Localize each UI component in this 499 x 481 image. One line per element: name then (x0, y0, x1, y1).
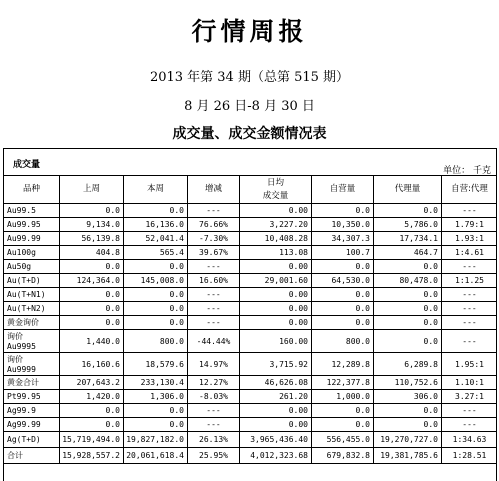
table-row (4, 204, 498, 218)
row-label: 询价 Au9995 (4, 330, 60, 353)
table-cell: 25.95% (188, 448, 240, 464)
table-cell: 10,350.0 (312, 218, 374, 232)
table-cell: 56,139.8 (60, 232, 124, 246)
volume-table-box (3, 148, 497, 481)
table-cell: 261.20 (240, 390, 312, 404)
table-cell: 0.00 (240, 260, 312, 274)
table-cell: 16,160.6 (60, 353, 124, 376)
table-cell: 0.0 (124, 418, 188, 432)
table-cell: --- (442, 418, 498, 432)
table-cell: 113.08 (240, 246, 312, 260)
table-cell: 5,786.0 (374, 218, 442, 232)
table-cell: 122,377.8 (312, 376, 374, 390)
column-header: 自营量 (312, 176, 374, 204)
column-header: 上周 (60, 176, 124, 204)
table-cell: 3,715.92 (240, 353, 312, 376)
table-cell: --- (188, 204, 240, 218)
table-row (4, 302, 498, 316)
table-cell: 1:34.63 (442, 432, 498, 448)
row-label: Au(T+N2) (4, 302, 60, 316)
table-cell: 3,227.20 (240, 218, 312, 232)
table-cell: 15,928,557.2 (60, 448, 124, 464)
table-cell: 0.0 (374, 418, 442, 432)
table-cell: 0.0 (60, 404, 124, 418)
table-cell: 76.66% (188, 218, 240, 232)
table-cell: --- (188, 316, 240, 330)
row-label: Au99.5 (4, 204, 60, 218)
table-cell: 1:4.61 (442, 246, 498, 260)
table-cell: 145,008.0 (124, 274, 188, 288)
table-cell: 1.95:1 (442, 353, 498, 376)
table-cell: --- (188, 260, 240, 274)
table-cell: 1,000.0 (312, 390, 374, 404)
table-cell: 100.7 (312, 246, 374, 260)
table-cell: 19,381,785.6 (374, 448, 442, 464)
table-cell: 800.0 (312, 330, 374, 353)
table-cell: 16.60% (188, 274, 240, 288)
table-cell: 26.13% (188, 432, 240, 448)
table-cell: 15,719,494.0 (60, 432, 124, 448)
table-cell: 0.0 (374, 404, 442, 418)
table-cell: 0.0 (60, 260, 124, 274)
row-label: 合计 (4, 448, 60, 464)
table-cell: 12.27% (188, 376, 240, 390)
row-label: Au100g (4, 246, 60, 260)
table-cell: 18,579.6 (124, 353, 188, 376)
table-cell: --- (442, 302, 498, 316)
unit-label: 单位： 千克 (443, 166, 491, 176)
table-cell: 556,455.0 (312, 432, 374, 448)
table-row (4, 316, 498, 330)
table-cell: 0.0 (124, 302, 188, 316)
table-cell: 19,827,182.0 (124, 432, 188, 448)
table-cell: 0.0 (312, 302, 374, 316)
table-cell: -7.30% (188, 232, 240, 246)
table-cell: 1:28.51 (442, 448, 498, 464)
table-cell: 52,041.4 (124, 232, 188, 246)
table-cell: 64,530.0 (312, 274, 374, 288)
date-range: 8 月 26 日-8 月 30 日 (184, 99, 315, 114)
table-cell: 0.00 (240, 418, 312, 432)
table-cell: --- (442, 316, 498, 330)
table-cell: 0.0 (312, 260, 374, 274)
table-cell: 0.0 (124, 288, 188, 302)
table-cell: --- (188, 288, 240, 302)
report-title: 行情周报 (191, 17, 308, 46)
table-cell: 565.4 (124, 246, 188, 260)
table-row (4, 432, 498, 448)
table-cell: 0.0 (124, 404, 188, 418)
column-header: 增减 (188, 176, 240, 204)
table-row (4, 376, 498, 390)
table-cell: 306.0 (374, 390, 442, 404)
table-row (4, 232, 498, 246)
table-cell: 0.0 (374, 204, 442, 218)
table-cell: 46,626.08 (240, 376, 312, 390)
table-cell: 800.0 (124, 330, 188, 353)
table-cell: 0.0 (312, 316, 374, 330)
table-cell: 0.00 (240, 302, 312, 316)
row-label: Au(T+D) (4, 274, 60, 288)
table-cell: 0.0 (60, 204, 124, 218)
table-cell: 1,306.0 (124, 390, 188, 404)
table-cell: --- (442, 404, 498, 418)
table-cell: --- (188, 404, 240, 418)
table-cell: --- (442, 330, 498, 353)
table-cell: 404.8 (60, 246, 124, 260)
row-label: Pt99.95 (4, 390, 60, 404)
row-label: 询价 Au9999 (4, 353, 60, 376)
table-cell: 679,832.8 (312, 448, 374, 464)
table-cell: 1.93:1 (442, 232, 498, 246)
table-cell: 9,134.0 (60, 218, 124, 232)
table-cell: 80,478.0 (374, 274, 442, 288)
table-cell: 14.97% (188, 353, 240, 376)
table-cell: 1:1.25 (442, 274, 498, 288)
table-cell: 0.0 (374, 330, 442, 353)
row-label: 黄金询价 (4, 316, 60, 330)
table-cell: 6,289.8 (374, 353, 442, 376)
table-cell: 20,061,618.4 (124, 448, 188, 464)
table-cell: 34,307.3 (312, 232, 374, 246)
table-row (4, 274, 498, 288)
table-cell: 0.00 (240, 288, 312, 302)
table-row (4, 448, 498, 464)
table-cell: 0.0 (124, 204, 188, 218)
row-label: Ag99.99 (4, 418, 60, 432)
table-cell: 207,643.2 (60, 376, 124, 390)
table-cell: 1,440.0 (60, 330, 124, 353)
table-row (4, 404, 498, 418)
table-row (4, 246, 498, 260)
table-row (4, 330, 498, 353)
table-cell: -8.03% (188, 390, 240, 404)
table-cell: 4,012,323.68 (240, 448, 312, 464)
table-cell: 0.0 (60, 302, 124, 316)
table-cell: 0.00 (240, 316, 312, 330)
row-label: Au99.95 (4, 218, 60, 232)
table-cell: 160.00 (240, 330, 312, 353)
table-cell: 1.10:1 (442, 376, 498, 390)
table-body (4, 204, 498, 464)
row-label: Au50g (4, 260, 60, 274)
table-cell: 124,364.0 (60, 274, 124, 288)
row-label: Ag(T+D) (4, 432, 60, 448)
table-cell: --- (442, 288, 498, 302)
table-cell: 233,130.4 (124, 376, 188, 390)
column-header: 品种 (4, 176, 60, 204)
table-cell: 0.0 (312, 204, 374, 218)
table-cell: 0.0 (124, 260, 188, 274)
table-row (4, 353, 498, 376)
table-header-row (4, 176, 498, 204)
table-row (4, 218, 498, 232)
issue-number: 2013 年第 34 期（总第 515 期） (149, 70, 350, 85)
row-label: Ag99.9 (4, 404, 60, 418)
table-cell: 0.0 (374, 316, 442, 330)
table-cell: 0.0 (60, 418, 124, 432)
table-cell: --- (442, 204, 498, 218)
row-label: Au99.99 (4, 232, 60, 246)
table-cell: 16,136.0 (124, 218, 188, 232)
table-cell: 0.0 (60, 288, 124, 302)
table-cell: --- (188, 418, 240, 432)
table-cell: 3.27:1 (442, 390, 498, 404)
table-cell: 0.0 (124, 316, 188, 330)
table-cell: 0.0 (374, 302, 442, 316)
table-cell: 110,752.6 (374, 376, 442, 390)
table-cell: 17,734.1 (374, 232, 442, 246)
table-cell: 0.0 (312, 288, 374, 302)
row-label: Au(T+N1) (4, 288, 60, 302)
table-cell: 3,965,436.40 (240, 432, 312, 448)
table-cell: 0.0 (312, 404, 374, 418)
table-row (4, 418, 498, 432)
table-cell: 19,270,727.0 (374, 432, 442, 448)
table-cell: 39.67% (188, 246, 240, 260)
table-row (4, 288, 498, 302)
table-row (4, 260, 498, 274)
table-cell: 29,001.60 (240, 274, 312, 288)
table-cell: 0.0 (374, 288, 442, 302)
column-header: 本周 (124, 176, 188, 204)
table-cell: 464.7 (374, 246, 442, 260)
table-cell: 1,420.0 (60, 390, 124, 404)
table-cell: --- (442, 260, 498, 274)
column-header: 自营:代理 (442, 176, 498, 204)
row-label: 黄金合计 (4, 376, 60, 390)
group-label: 成交量 (13, 160, 41, 170)
section-title: 成交量、成交金额情况表 (172, 126, 327, 142)
table-row (4, 390, 498, 404)
table-cell: 0.0 (374, 260, 442, 274)
table-cell: 0.00 (240, 404, 312, 418)
table-cell: 10,408.28 (240, 232, 312, 246)
column-header: 日均 成交量 (240, 176, 312, 204)
column-header: 代理量 (374, 176, 442, 204)
table-cell: 0.00 (240, 204, 312, 218)
table-cell: 0.0 (312, 418, 374, 432)
volume-table (3, 175, 497, 464)
table-cell: 1.79:1 (442, 218, 498, 232)
table-cell: 12,289.8 (312, 353, 374, 376)
table-cell: 0.0 (60, 316, 124, 330)
table-cell: --- (188, 302, 240, 316)
table-cell: -44.44% (188, 330, 240, 353)
